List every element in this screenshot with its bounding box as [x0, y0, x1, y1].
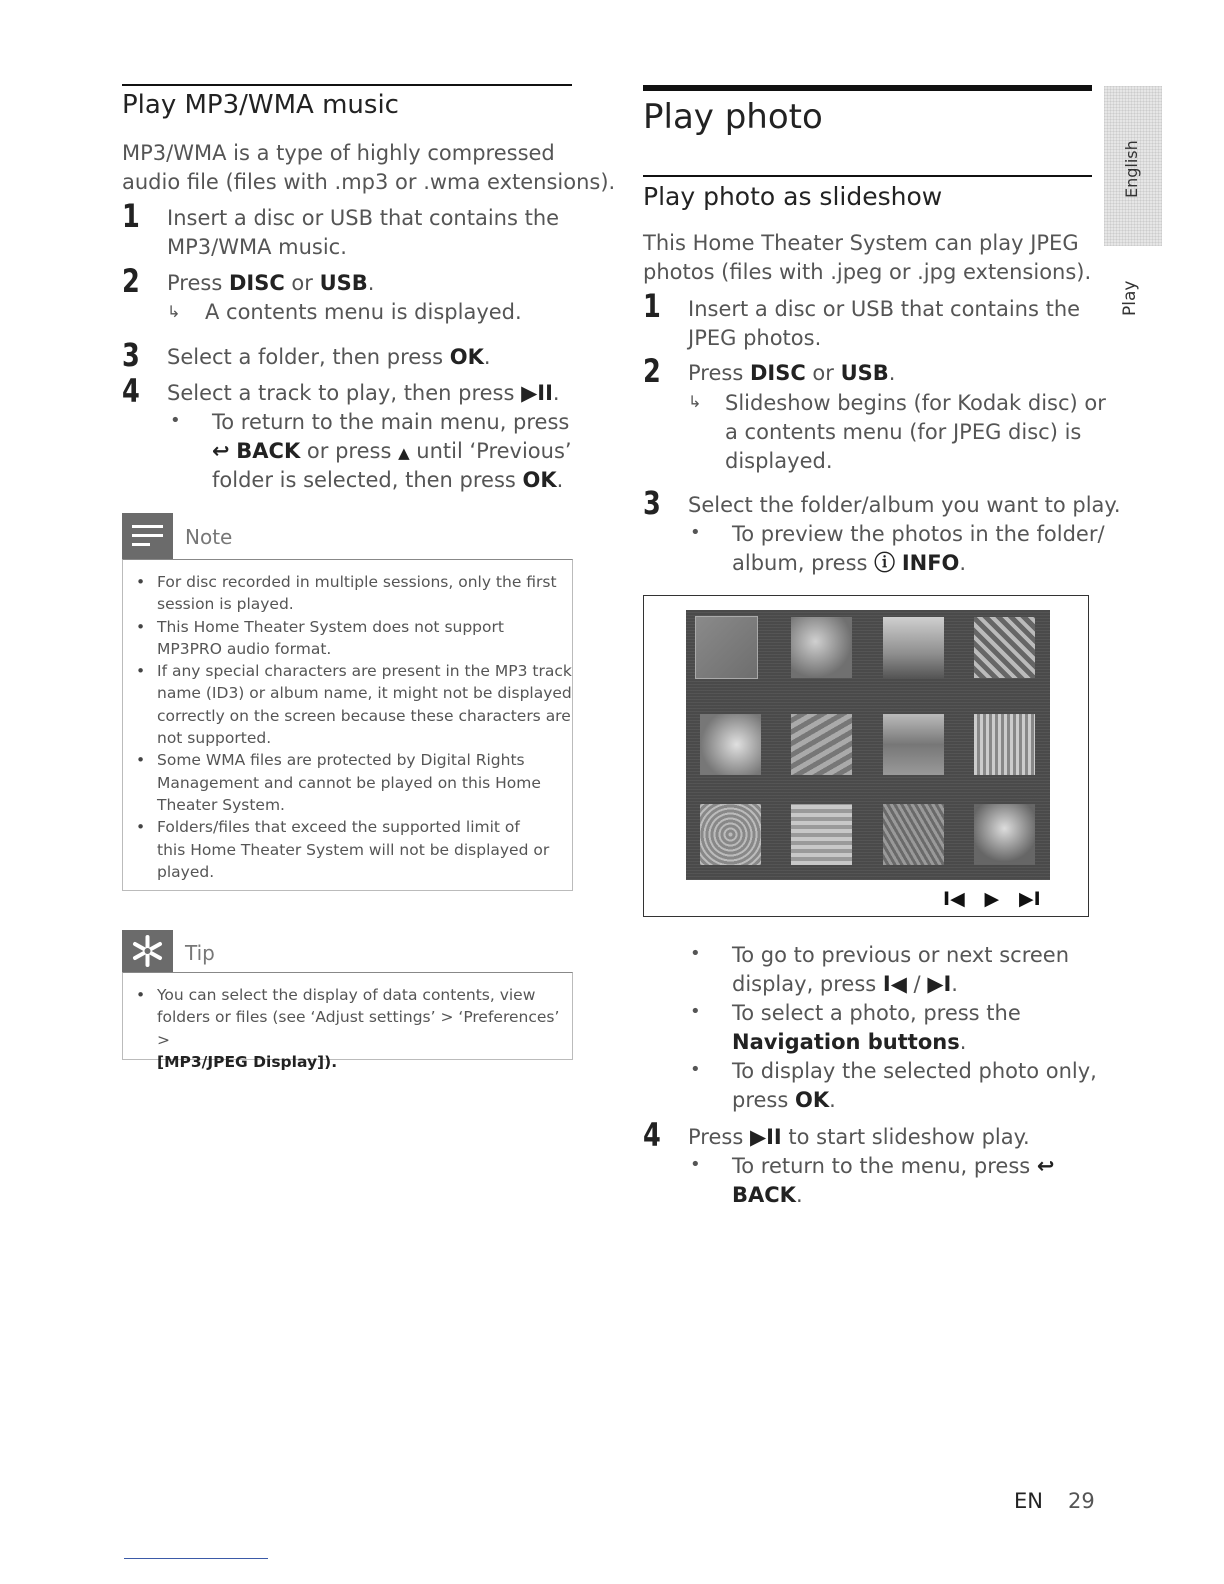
step-text: MP3/WMA music.: [167, 235, 347, 259]
list-item: • You can select the display of data contents, view folders or files (see ‘Adjust settings’ > ‘Preferences’ > [MP3/JPEG Display]).: [123, 984, 572, 1073]
note-badge: [122, 513, 173, 559]
subsection-title: Play photo as slideshow: [643, 182, 943, 211]
footer-lang: EN: [1014, 1489, 1043, 1513]
back-icon: ↩: [1036, 1154, 1055, 1178]
subsection-rule: [643, 175, 1092, 177]
key-back: BACK: [236, 439, 301, 463]
step-text: Select a folder, then press OK.: [167, 345, 491, 369]
bullet: •: [690, 1154, 701, 1175]
bullet-text: To return to the menu, press ↩: [732, 1154, 1055, 1178]
step-text: JPEG photos.: [688, 326, 822, 350]
bullet: •: [170, 410, 181, 431]
list-item: • Folders/files that exceed the supported limit of this Home Theater System will not be displayed or played.: [123, 816, 572, 883]
key-info: INFO: [901, 551, 960, 575]
step-text: Press ▶II to start slideshow play.: [688, 1125, 1030, 1149]
photo-thumbnail[interactable]: [883, 714, 944, 775]
section-rule: [122, 84, 572, 86]
photo-thumbnail[interactable]: [974, 617, 1035, 678]
step-number: 4: [122, 372, 140, 410]
step-number: 2: [643, 352, 661, 390]
asterisk-icon: [122, 930, 173, 972]
key-disc: DISC: [749, 361, 806, 385]
key-ok: OK: [794, 1088, 830, 1112]
step-text: Insert a disc or USB that contains the: [167, 206, 560, 230]
tip-badge: [122, 930, 173, 972]
result-arrow-icon: ↳: [688, 392, 702, 411]
key-usb: USB: [319, 271, 368, 295]
section-tab-label: Play: [1120, 280, 1140, 316]
list-item: • This Home Theater System does not support MP3PRO audio format.: [123, 616, 572, 661]
photo-thumbnail-grid: [686, 610, 1050, 880]
bullet-text: BACK.: [732, 1183, 803, 1207]
play-pause-icon: ▶II: [749, 1125, 782, 1149]
key-back: BACK: [732, 1183, 796, 1207]
next-icon[interactable]: ▶I: [1019, 888, 1041, 910]
photo-thumbnail[interactable]: [974, 804, 1035, 865]
intro-line: photos (files with .jpeg or .jpg extensions).: [643, 260, 1092, 284]
step-text: Press DISC or USB.: [167, 271, 375, 295]
list-item: • If any special characters are present in the MP3 track name (ID3) or album name, it might not be displayed correctly on the screen because these characters are not supported.: [123, 660, 572, 749]
bullet-text: To preview the photos in the folder/: [732, 522, 1105, 546]
bullet: •: [690, 943, 701, 964]
step-number: 1: [643, 287, 661, 325]
intro-line: MP3/WMA is a type of highly compressed: [122, 141, 555, 165]
photo-thumbnail[interactable]: [883, 804, 944, 865]
step-text: Select a track to play, then press ▶II.: [167, 381, 560, 405]
back-icon: ↩: [212, 439, 230, 463]
next-icon: ▶I: [927, 972, 952, 996]
intro-line: This Home Theater System can play JPEG: [643, 231, 1079, 255]
bullet-text: To go to previous or next screen: [732, 943, 1070, 967]
page-title: Play photo: [643, 97, 823, 137]
photo-thumbnail[interactable]: [696, 617, 757, 678]
up-arrow-icon: ▲: [398, 444, 410, 462]
step-number: 3: [122, 336, 140, 374]
step-number: 3: [643, 484, 661, 522]
step-result: A contents menu is displayed.: [205, 300, 522, 324]
bullet-text: To select a photo, press the: [732, 1001, 1021, 1025]
info-icon: ⓘ: [874, 551, 896, 575]
intro-line: audio file (files with .mp3 or .wma extensions).: [122, 170, 616, 194]
step-result: a contents menu (for JPEG disc) is: [725, 420, 1082, 444]
tip-list: [123, 984, 572, 1073]
photo-thumbnail[interactable]: [883, 617, 944, 678]
tip-title: Tip: [185, 941, 215, 965]
bullet: •: [690, 1001, 701, 1022]
note-icon: [132, 525, 163, 547]
play-pause-icon: ▶II: [521, 381, 553, 405]
step-number: 2: [122, 262, 140, 300]
bullet: •: [690, 1059, 701, 1080]
bullet: •: [690, 522, 701, 543]
bullet-text: display, press I◀ / ▶I.: [732, 972, 958, 996]
bullet-text: ↩ BACK or press ▲ until ‘Previous’: [212, 439, 572, 463]
list-item: • For disc recorded in multiple sessions, only the first session is played.: [123, 571, 572, 616]
previous-icon: I◀: [882, 972, 907, 996]
step-text: Select the folder/album you want to play.: [688, 493, 1121, 517]
photo-thumbnail[interactable]: [974, 714, 1035, 775]
key-usb: USB: [840, 361, 889, 385]
bullet-text: Navigation buttons.: [732, 1030, 967, 1054]
bullet-text: folder is selected, then press OK.: [212, 468, 564, 492]
page-number: 29: [1068, 1489, 1095, 1513]
note-title: Note: [185, 525, 233, 549]
step-number: 4: [643, 1116, 661, 1154]
photo-thumbnail[interactable]: [791, 804, 852, 865]
navigation-buttons-label: Navigation buttons: [732, 1030, 960, 1054]
photo-thumbnail[interactable]: [700, 714, 761, 775]
key-ok: OK: [522, 468, 557, 492]
photo-thumbnail[interactable]: [791, 617, 852, 678]
key-disc: DISC: [228, 271, 285, 295]
bullet-text: To return to the main menu, press: [212, 410, 570, 434]
screen-controls: [943, 888, 1041, 910]
footer-rule: [124, 1558, 268, 1559]
list-item: • Some WMA files are protected by Digital Rights Management and cannot be played on this Home Theater System.: [123, 749, 572, 816]
bullet-text: To display the selected photo only,: [732, 1059, 1097, 1083]
section-title: Play MP3/WMA music: [122, 90, 399, 120]
result-arrow-icon: ↳: [167, 302, 181, 321]
photo-thumbnail[interactable]: [791, 714, 852, 775]
bullet-text: album, press ⓘ INFO.: [732, 551, 967, 575]
step-number: 1: [122, 197, 140, 235]
note-list: [123, 571, 572, 883]
step-result: displayed.: [725, 449, 833, 473]
step-result: Slideshow begins (for Kodak disc) or: [725, 391, 1106, 415]
setting-name: [MP3/JPEG Display]).: [157, 1052, 338, 1071]
language-label: English: [1122, 140, 1141, 198]
note-box: [122, 559, 573, 891]
language-tab: [1104, 86, 1162, 246]
tip-box: [122, 972, 573, 1071]
photo-thumbnail[interactable]: [700, 804, 761, 865]
play-icon[interactable]: ▶: [984, 888, 1000, 910]
bullet-text: press OK.: [732, 1088, 836, 1112]
section-rule: [643, 85, 1092, 91]
key-ok: OK: [449, 345, 484, 369]
step-text: Insert a disc or USB that contains the: [688, 297, 1081, 321]
previous-icon[interactable]: I◀: [943, 888, 965, 910]
step-text: Press DISC or USB.: [688, 361, 896, 385]
